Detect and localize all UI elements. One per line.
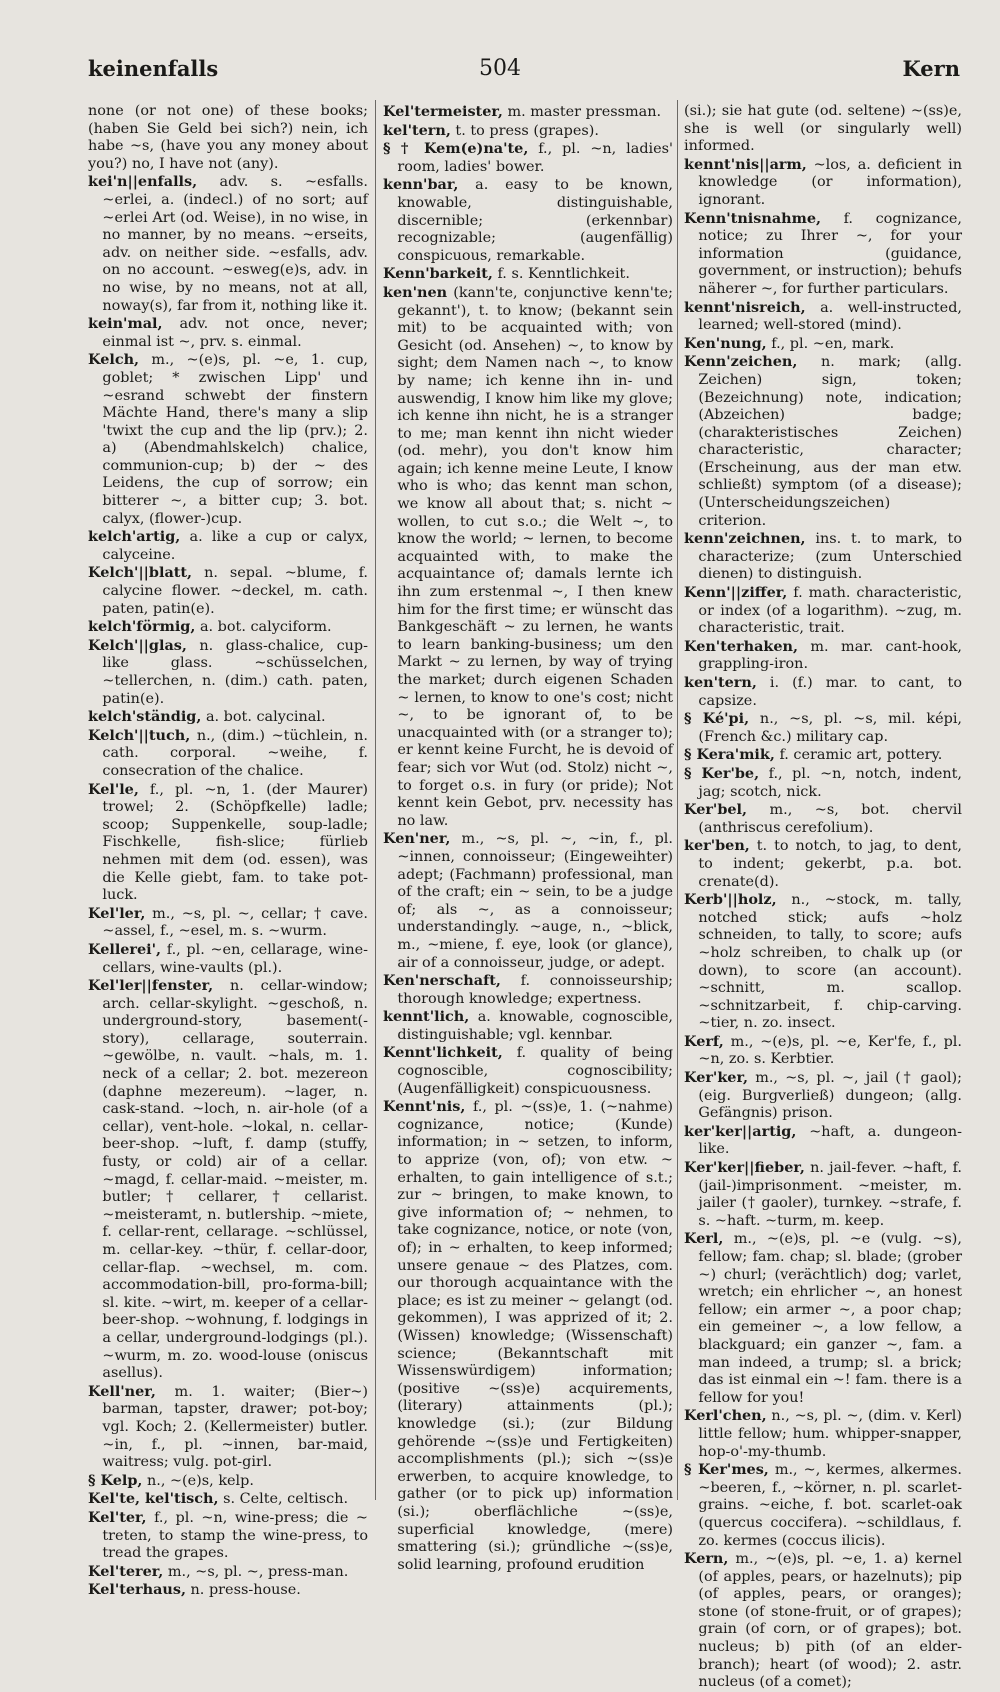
entry-headword: Ken'terhaken, [684, 637, 798, 655]
entry-text: n. press-house. [185, 1582, 301, 1599]
dictionary-entry [88, 727, 368, 781]
entry-headword: § Kelp, [88, 1471, 143, 1489]
dictionary-entry [684, 1550, 962, 1692]
dictionary-entry [88, 351, 368, 528]
entry-headword: kelch'förmig, [88, 618, 196, 636]
entry-text: i. (f.) mar. to cant, to capsize. [698, 675, 962, 709]
entry-headword: kelch'artig, [88, 528, 181, 546]
entry-text: n., ~(e)s, kelp. [142, 1472, 254, 1489]
entry-text: n. mark; (allg. Zeichen) sign, token; (Bezeichnung) note, indication; (Abzeichen) badge; (charakteristisches Zeichen) characteristic, character; (Erscheinung, aus der man etw. schließt) symptom (of a disease); (Unterscheidungszeichen) criterion. [698, 354, 962, 529]
entry-text: m., ~(e)s, pl. ~e, 1. cup, goblet; * zwischen Lipp' und ~esrand schwebt der finstern Mächte Hand, there's many a slip 'twixt the cup and the lip (prv.); 2. a) (Abendmahlskelch) chalice, communion-cup; b) der ~ des Leidens, the cup of sorrow; ein bitterer ~, a bitter cup; 3. bot. calyx, (flower-)cup. [102, 352, 368, 527]
entry-headword: kennt'lich, [383, 1008, 470, 1026]
dictionary-entry [684, 765, 962, 801]
entry-text: adv. not once, never; einmal ist ~, prv. s. einmal. [102, 316, 368, 350]
entry-text: m., ~s, pl. ~, cellar; † cave. ~assel, f., ~esel, m. s. ~wurm. [102, 905, 368, 940]
dictionary-entry [684, 353, 962, 530]
entry-headword: Kern, [684, 1550, 729, 1568]
entry-text: n., ~stock, m. tally, notched stick; aufs ~holz schneiden, to tally, to score; aufs ~holz schreiben, to chalk up (or down), to score (an account). ~schnitt, m. scallop. ~schnitzarbeit, f. chip-carving. ~tier, n. zo. insect. [698, 892, 962, 1032]
entry-headword: Ken'nerschaft, [383, 972, 501, 990]
dictionary-entry [383, 1008, 673, 1044]
entry-text: n. glass-chalice, cup-like glass. ~schüsselchen, ~tellerchen, n. (dim.) cath. paten, patin(e). [102, 637, 368, 707]
entry-text: m., ~(e)s, pl. ~e, 1. a) kernel (of apples, pears, or hazelnuts); pip (of apples, pears, or oranges); stone (of stone-fruit, or of grapes); grain (of corn, or of grapes); bot. nucleus; b) pith (of an elder-branch); heart (of wood); 2. astr. nucleus (of a comet); [698, 1551, 962, 1691]
entry-headword: Kelch'||blatt, [88, 564, 193, 582]
entry-headword: Kel'ter, [88, 1508, 147, 1526]
entry-headword: Kerf, [684, 1032, 724, 1050]
dictionary-entry [684, 335, 962, 354]
dictionary-entry [684, 1069, 962, 1123]
entry-headword: Kel'termeister, [383, 103, 503, 120]
column-2 [383, 103, 673, 1574]
dictionary-entry [88, 1472, 368, 1491]
dictionary-entry [684, 674, 962, 710]
entry-headword: Kelch, [88, 351, 140, 369]
running-head-left: keinenfalls [88, 56, 219, 81]
entry-text: n., ~s, pl. ~, (dim. v. Kerl) little fellow; hum. whipper-snapper, hop-o'-my-thumb. [698, 1408, 962, 1460]
dictionary-entry [684, 891, 962, 1033]
entry-headword: kennt'nis||arm, [684, 155, 807, 173]
dictionary-entry [88, 1581, 368, 1600]
entry-headword: Kerl, [684, 1230, 724, 1248]
entry-text: f. cognizance, notice; zu Ihrer ~, for your information (guidance, government, or instruction); behufs näherer ~, for further particulars. [698, 210, 962, 297]
dictionary-entry [684, 1407, 962, 1461]
entry-text: m., ~, kermes, alkermes. ~beeren, f., ~körner, n. pl. scarlet-grains. ~eiche, f. bot. scarlet-oak (quercus coccifera). ~schildlaus, f. zo. kermes (coccus ilicis). [698, 1462, 962, 1549]
running-head-right: Kern [902, 56, 960, 81]
entry-text: f., pl. ~n, notch, indent, jag; scotch, nick. [698, 765, 962, 800]
dictionary-entry [684, 1159, 962, 1230]
dictionary-entry [88, 564, 368, 618]
dictionary-entry [88, 1383, 368, 1472]
entry-headword: Kel'le, [88, 780, 139, 798]
dictionary-entry [88, 1563, 368, 1582]
entry-headword: Kellerei', [88, 940, 162, 958]
dictionary-entry [383, 1098, 673, 1574]
entry-text: m., ~s, bot. chervil (anthriscus cerefolium). [698, 802, 962, 836]
entry-text: n., ~s, pl. ~s, mil. képi, (French &c.) military cap. [698, 711, 962, 745]
entry-headword: kel'tern, [383, 121, 451, 139]
dictionary-entry [88, 315, 368, 351]
dictionary-entry [684, 746, 962, 765]
dictionary-entry [88, 637, 368, 708]
entry-headword: § Ker'be, [684, 764, 760, 782]
entry-text: (kann'te, conjunctive kenn'te; gekannt'), t. to know; (bekannt sein mit) to be acquainted with; von Gesicht (od. Ansehen) ~, to know by sight; dem Namen nach ~, to know by name; ich kenne ihn in- und auswendig, I know him like my glove; ich kenne ihn nicht, he is a stranger to me; man kennt ihn nicht wieder (od. mehr), you don't know him again; ich kenne meine Leute, I know who is who; das kennt man schon, we know all about that; s. nicht ~ wollen, to cut s.o.; die Welt ~, to know the world; ~ lernen, to become acquainted with, to make the acquaintance of; damals lernte ich ihn zum erstenmal ~, I then knew him for the first time; er wünscht das Bankgeschäft ~ zu lernen, he wants to learn banking-business; um den Markt ~ zu lernen, by way of trying the market; durch eigenen Schaden ~ lernen, to know to one's cost; nicht ~, to be ignorant of, to be unacquainted with (or a stranger to); er kennt keine Furcht, he is devoid of fear; sich vor Wut (od. Stolz) nicht ~, to forget o.s. in fury (or pride); Not kennt kein Gebot, prv. necessity has no law. [397, 284, 673, 829]
entry-headword: Ken'ner, [383, 830, 451, 848]
dictionary-entry [88, 905, 368, 941]
entry-headword: Kel'te, kel'tisch, [88, 1490, 219, 1508]
column-rule-1 [375, 100, 376, 1500]
entry-text: n. jail-fever. ~haft, f. (jail-)imprisonment. ~meister, m. jailer († gaoler), turnkey. ~strafe, f. s. ~haft. ~turm, m. keep. [698, 1160, 962, 1229]
dictionary-entry [684, 710, 962, 746]
dictionary-entry [684, 210, 962, 299]
entry-headword: Kel'ler||fenster, [88, 977, 214, 995]
entry-headword: Kell'ner, [88, 1382, 156, 1400]
entry-text: m., ~s, pl. ~, ~in, f., pl. ~innen, connoisseur; (Eingeweihter) adept; (Fachmann) professional, man of the craft; ein ~ sein, to be a judge of; als ~, as a connoisseur; understandingly. ~auge, n., ~blick, m., ~miene, f. eye, look (or glance), air of a connoisseur, judge, or adept. [397, 831, 673, 971]
dictionary-entry [684, 584, 962, 638]
dictionary-entry [383, 830, 673, 972]
entry-text: n., (dim.) ~tüchlein, n. cath. corporal. ~weihe, f. consecration of the chalice. [102, 727, 368, 779]
entry-headword: Kennt'lichkeit, [383, 1044, 503, 1062]
dictionary-entry [383, 284, 673, 830]
entry-text: ~haft, a. dungeon-like. [698, 1123, 962, 1158]
dictionary-entry [383, 122, 673, 141]
entry-text: a. bot. calycinal. [201, 709, 326, 726]
entry-headword: kenn'zeichnen, [684, 530, 806, 548]
entry-headword: Kel'terhaus, [88, 1581, 186, 1599]
entry-text: n. cellar-window; arch. cellar-skylight. ~geschoß, n. underground-story, basement(-story), cellarage, souterrain. ~gewölbe, n. vault. ~hals, m. 1. neck of a cellar; 2. bot. mezereon (daphne mezereum). ~lager, n. cask-stand. ~loch, n. air-hole (of a cellar), vent-hole. ~lokal, n. cellar-beer-shop. ~luft, f. damp (stuffy, fusty, or cold) air of a cellar. ~magd, f. cellar-maid. ~meister, m. butler; † cellarer, † cellarist. ~meisteramt, n. butlership. ~miete, f. cellar-rent, cellarage. ~schlüssel, m. cellar-key. ~thür, f. cellar-door, cellar-flap. ~wechsel, m. com. accommodation-bill, pro-forma-bill; sl. kite. ~wirt, m. keeper of a cellar-beer-shop. ~wohnung, f. lodgings in a cellar, underground-lodgings (pl.). ~wurm, m. zo. wood-louse (oniscus asellus). [102, 978, 368, 1382]
entry-headword: Kenn'||ziffer, [684, 584, 788, 602]
entry-headword: Kenn'barkeit, [383, 265, 493, 283]
entry-headword: kennt'nisreich, [684, 298, 806, 316]
dictionary-entry [88, 528, 368, 564]
entry-text: m., ~(e)s, pl. ~e, Ker'fe, f., pl. ~n, zo. s. Kerbtier. [698, 1033, 962, 1068]
dictionary-entry [88, 618, 368, 637]
dictionary-entry [684, 299, 962, 335]
entry-text: f. connoisseurship; thorough knowledge; expertness. [397, 973, 673, 1007]
dictionary-entry [383, 265, 673, 284]
entry-headword: ker'ker||artig, [684, 1122, 797, 1140]
dictionary-entry [684, 801, 962, 837]
entry-text: n. sepal. ~blume, f. calycine flower. ~deckel, m. cath. paten, patin(e). [102, 565, 368, 617]
entry-headword: ken'tern, [684, 674, 757, 691]
entry-text: f. s. Kenntlichkeit. [492, 266, 630, 283]
entry-headword: § Kera'mik, [684, 746, 775, 764]
entry-text: f. math. characteristic, or index (of a logarithm). ~zug, m. characteristic, trait. [698, 585, 962, 637]
dictionary-entry [383, 140, 673, 176]
entry-text: (si.); sie hat gute (od. seltene) ~(ss)e, she is well (or singularly well) informed. [684, 103, 962, 155]
entry-text: ins. t. to mark, to characterize; (zum Unterschied dienen) to distinguish. [698, 531, 962, 583]
entry-text: f., pl. ~en, mark. [766, 335, 895, 352]
dictionary-entry [684, 530, 962, 584]
dictionary-entry [88, 781, 368, 905]
entry-headword: Kerl'chen, [684, 1407, 767, 1425]
dictionary-entry [684, 638, 962, 674]
dictionary-entry [684, 156, 962, 210]
entry-text: adv. s. ~esfalls. ~erlei, a. (indecl.) of no sort; auf ~erlei Art (od. Weise), in no wise, in no manner, by no means. ~erseits, adv. on neither side. ~esfalls, adv. on no account. ~esweg(e)s, adv. in no wise, by no means, not at all, noway(s), far from it, nothing like it. [102, 174, 368, 314]
entry-headword: ken'nen [383, 283, 448, 301]
entry-headword: kein'mal, [88, 315, 163, 333]
entry-text: f. ceramic art, pottery. [774, 747, 943, 764]
entry-headword: Kennt'nis, [383, 1098, 466, 1116]
entry-headword: kenn'bar, [383, 176, 459, 194]
entry-text: m. master pressman. [502, 104, 662, 120]
entry-headword: Ker'ker, [684, 1069, 749, 1087]
entry-text: f., pl. ~(ss)e, 1. (~nahme) cognizance, notice; (Kunde) information; in ~ setzen, to inform, to apprize (von, of); von etw. ~ erhalten, to gain intelligence of s.t.; zur ~ bringen, to make known, to give information of; ~ nehmen, to take cognizance, notice, or note (von, of); in ~ erhalten, to keep informed; unsere genaue ~ des Platzes, com. our thorough acquaintance with the place; es ist zu meiner ~ gelangt (od. gekommen), I was apprized of it; 2. (Wissen) knowledge; (Wissenschaft) science; (Bekanntschaft mit Wissenswürdigem) information; (positive ~(ss)e) acquirements, (literary) attainments (pl.); knowledge (si.); (zur Bildung gehörende ~(ss)e und Fertigkeiten) accomplishments (pl.); sich ~(ss)e erwerben, to acquire knowledge, to gather (or to pick up) information (si.); oberflächliche ~(ss)e, superficial knowledge, (mere) smattering (si.); gründliche ~(ss)e, solid learning, profound erudition [397, 1099, 673, 1573]
column-3 [684, 103, 962, 1692]
page-number: 504 [479, 56, 521, 81]
dictionary-entry [88, 103, 368, 173]
entry-headword: Kelch'||glas, [88, 636, 187, 654]
entry-headword: Kerb'||holz, [684, 891, 777, 909]
dictionary-entry [88, 708, 368, 727]
entry-text: a. bot. calyciform. [195, 619, 332, 636]
entry-text: f., pl. ~n, ladies' room, ladies' bower. [397, 141, 673, 175]
entry-text: ~los, a. deficient in knowledge (or information), ignorant. [698, 156, 962, 208]
dictionary-entry [88, 977, 368, 1383]
column-1 [88, 103, 368, 1600]
dictionary-entry [684, 1033, 962, 1069]
dictionary-entry [88, 173, 368, 315]
dictionary-entry [383, 972, 673, 1008]
dictionary-entry [684, 103, 962, 156]
dictionary-entry [684, 1123, 962, 1159]
column-rule-2 [677, 100, 678, 1500]
entry-text: t. to press (grapes). [450, 122, 599, 139]
entry-headword: Kenn'zeichen, [684, 353, 798, 371]
entry-headword: Kenn'tnisnahme, [684, 209, 821, 227]
entry-text: f. quality of being cognoscible, cognoscibility; (Augenfälligkeit) conspicuousness. [397, 1045, 673, 1097]
entry-headword: Ker'ker||fieber, [684, 1159, 805, 1177]
entry-text: none (or not one) of these books; (haben Sie Geld bei sich?) nein, ich habe ~s, (have you any money about you?) no, I have not (any). [88, 103, 368, 172]
dictionary-entry [383, 103, 673, 122]
dictionary-entry [88, 1490, 368, 1509]
entry-headword: Kel'terer, [88, 1562, 164, 1580]
entry-headword: kelch'ständig, [88, 708, 202, 726]
entry-text: t. to notch, to jag, to dent, to indent; gekerbt, p.a. bot. crenate(d). [698, 838, 962, 890]
entry-headword: Ker'bel, [684, 801, 748, 819]
dictionary-entry [684, 837, 962, 891]
entry-text: m. mar. cant-hook, grappling-iron. [698, 638, 962, 673]
entry-headword: kei'n||enfalls, [88, 173, 198, 191]
entry-headword: Ken'nung, [684, 334, 767, 352]
entry-headword: ker'ben, [684, 837, 750, 855]
dictionary-entry [383, 1044, 673, 1098]
dictionary-entry [383, 176, 673, 265]
entry-text: m., ~s, pl. ~, jail († gaol); (eig. Burgverließ) dungeon; (allg. Gefängnis) prison. [698, 1070, 962, 1122]
entry-text: m. 1. waiter; (Bier~) barman, tapster, drawer; pot-boy; vgl. Koch; 2. (Kellermeister) butler. ~in, f., pl. ~innen, bar-maid, waitress; vulg. pot-girl. [102, 1383, 368, 1471]
entry-text: a. knowable, cognoscible, distinguishable; vgl. kennbar. [397, 1009, 673, 1043]
entry-text: f., pl. ~n, 1. (der Maurer) trowel; 2. (Schöpfkelle) ladle; scoop; Suppenkelle, soup-ladle; Fischkelle, fish-slice; fürlieb nehmen mit dem (od. essen), was die Kelle giebt, fam. to take pot-luck. [102, 781, 368, 904]
dictionary-entry [88, 1509, 368, 1563]
entry-text: m., ~(e)s, pl. ~e (vulg. ~s), fellow; fam. chap; sl. blade; (grober ~) churl; (verächtlich) dog; varlet, wretch; ein ehrlicher ~, an honest fellow; ein armer ~, a poor chap; ein gemeiner ~, a low fellow, a blackguard; ein ganzer ~, fam. a man indeed, a trump; sl. a brick; das ist einmal ein ~! fam. there is a fellow for you! [698, 1231, 962, 1406]
entry-text: s. Celte, celtisch. [218, 1491, 349, 1508]
entry-text: a. well-instructed, learned; well-stored (mind). [698, 299, 962, 334]
entry-headword: Kel'ler, [88, 904, 146, 922]
dictionary-entry [88, 941, 368, 977]
entry-text: f., pl. ~n, wine-press; die ~ treten, to stamp the wine-press, to tread the grapes. [102, 1509, 368, 1562]
entry-text: f., pl. ~en, cellarage, wine-cellars, wine-vaults (pl.). [102, 941, 368, 976]
entry-text: a. like a cup or calyx, calyceine. [102, 529, 368, 563]
entry-text: a. easy to be known, knowable, distinguishable, discernible; (erkennbar) recognizable; (augenfällig) conspicuous, remarkable. [397, 177, 673, 264]
entry-headword: § † Kem(e)na'te, [383, 140, 529, 158]
entry-headword: § Ké'pi, [684, 710, 750, 728]
entry-headword: § Ker'mes, [684, 1461, 769, 1479]
dictionary-entry [684, 1230, 962, 1407]
entry-text: m., ~s, pl. ~, press-man. [163, 1563, 349, 1580]
entry-headword: Kelch'||tuch, [88, 726, 191, 744]
